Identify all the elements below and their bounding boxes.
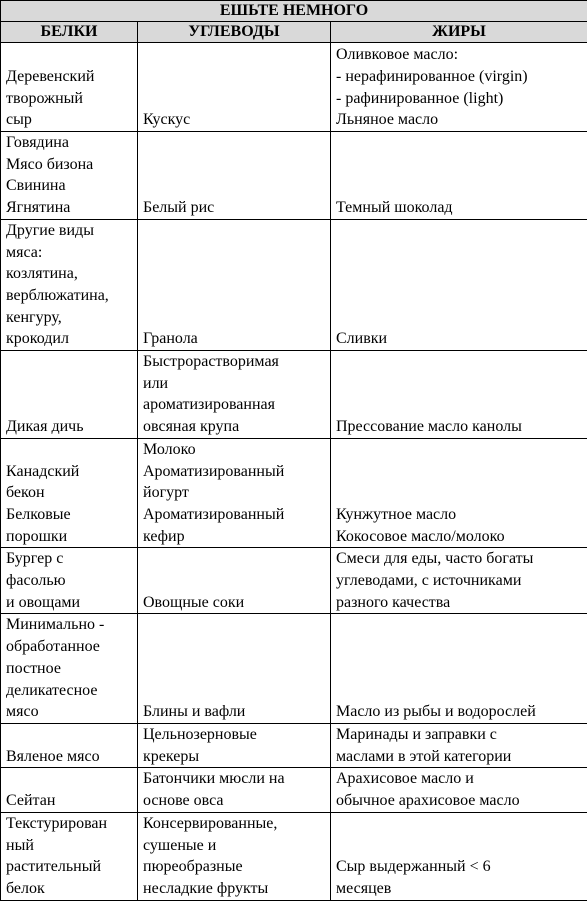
table-row <box>1 768 587 812</box>
cell-line: и овощами <box>6 592 132 614</box>
cell-carbs <box>138 43 331 132</box>
cell-line: Дикая дичь <box>6 416 132 438</box>
cell-line: Ароматизированный <box>143 504 325 526</box>
cell-line: - нерафинированное (virgin) <box>336 66 582 88</box>
cell-line: Блины и вафли <box>143 701 325 723</box>
cell-line: мяса: <box>6 242 132 264</box>
cell-line: Маринады и заправки с <box>336 724 582 746</box>
cell-line: - рафинированное (light) <box>336 88 582 110</box>
cell-line: Деревенский <box>6 66 132 88</box>
cell-line: Минимально - <box>6 614 132 636</box>
cell-fats <box>331 438 587 548</box>
cell-line: постное <box>6 658 132 680</box>
cell-line: мясо <box>6 701 132 723</box>
cell-protein <box>1 768 138 812</box>
cell-line: Канадский <box>6 461 132 483</box>
cell-line: Свинина <box>6 175 132 197</box>
cell-fats <box>331 548 587 614</box>
cell-line: Оливковое масло: <box>336 44 582 66</box>
cell-line: ный <box>6 835 132 857</box>
cell-line: Белковые <box>6 504 132 526</box>
cell-protein <box>1 614 138 724</box>
cell-line: Овощные соки <box>143 592 325 614</box>
cell-line: пюреобразные <box>143 856 325 878</box>
cell-line: Кускус <box>143 109 325 131</box>
cell-protein <box>1 132 138 220</box>
cell-line: углеводами, с источниками <box>336 570 582 592</box>
cell-line: обработанное <box>6 636 132 658</box>
cell-line: Ягнятина <box>6 197 132 219</box>
cell-fats <box>331 614 587 724</box>
cell-line: сушеные и <box>143 835 325 857</box>
cell-line: Мясо бизона <box>6 154 132 176</box>
table-row <box>1 614 587 724</box>
cell-line: обычное арахисовое масло <box>336 790 582 812</box>
cell-line: или <box>143 373 325 395</box>
cell-line: несладкие фрукты <box>143 878 325 900</box>
cell-carbs <box>138 548 331 614</box>
cell-line: фасолью <box>6 570 132 592</box>
header-protein: БЕЛКИ <box>1 22 138 43</box>
cell-line: Гранола <box>143 328 325 350</box>
cell-line: Сыр выдержанный < 6 <box>336 856 582 878</box>
cell-line: Бургер с <box>6 548 132 570</box>
cell-protein <box>1 219 138 350</box>
cell-line: крокодил <box>6 328 132 350</box>
cell-fats <box>331 812 587 900</box>
cell-line: маслами в этой категории <box>336 746 582 768</box>
header-fats: ЖИРЫ <box>331 22 587 43</box>
cell-line: кефир <box>143 526 325 548</box>
cell-carbs <box>138 351 331 439</box>
cell-line: бекон <box>6 482 132 504</box>
cell-line: Прессование масло канолы <box>336 416 582 438</box>
cell-line: основе овса <box>143 790 325 812</box>
header-row <box>1 22 587 43</box>
header-carbs: УГЛЕВОДЫ <box>138 22 331 43</box>
cell-protein <box>1 812 138 900</box>
cell-line: крекеры <box>143 746 325 768</box>
cell-line: Батончики мюсли на <box>143 768 325 790</box>
cell-protein <box>1 438 138 548</box>
cell-line: овсяная крупа <box>143 416 325 438</box>
cell-protein <box>1 351 138 439</box>
title-row <box>1 1 587 22</box>
cell-line: Смеси для еды, часто богаты <box>336 548 582 570</box>
cell-line: Масло из рыбы и водорослей <box>336 701 582 723</box>
cell-carbs <box>138 768 331 812</box>
cell-protein <box>1 723 138 767</box>
cell-line: сыр <box>6 109 132 131</box>
cell-carbs <box>138 219 331 350</box>
cell-line: Кокосовое масло/молоко <box>336 526 582 548</box>
cell-fats <box>331 723 587 767</box>
cell-line: растительный <box>6 856 132 878</box>
cell-line: месяцев <box>336 878 582 900</box>
cell-line: йогурт <box>143 482 325 504</box>
cell-line: Цельнозерновые <box>143 724 325 746</box>
cell-line: Быстрорастворимая <box>143 351 325 373</box>
table-row <box>1 43 587 132</box>
cell-line: Вяленое мясо <box>6 746 132 768</box>
cell-line: Белый рис <box>143 197 325 219</box>
cell-line: верблюжатина, <box>6 285 132 307</box>
cell-line: Консервированные, <box>143 813 325 835</box>
cell-carbs <box>138 812 331 900</box>
cell-line: козлятина, <box>6 263 132 285</box>
table-row <box>1 132 587 220</box>
table-row <box>1 351 587 439</box>
cell-carbs <box>138 614 331 724</box>
cell-line: Темный шоколад <box>336 197 582 219</box>
cell-line: порошки <box>6 526 132 548</box>
cell-fats <box>331 219 587 350</box>
cell-protein <box>1 43 138 132</box>
table-row <box>1 812 587 900</box>
cell-protein <box>1 548 138 614</box>
table-title: ЕШЬТЕ НЕМНОГО <box>1 1 587 22</box>
table-row <box>1 723 587 767</box>
cell-carbs <box>138 438 331 548</box>
cell-fats <box>331 43 587 132</box>
table-body <box>1 43 587 901</box>
cell-line: белок <box>6 878 132 900</box>
cell-line: ароматизированная <box>143 394 325 416</box>
cell-line: Сливки <box>336 328 582 350</box>
cell-line: Кунжутное масло <box>336 504 582 526</box>
cell-line: Молоко <box>143 439 325 461</box>
cell-line: Арахисовое масло и <box>336 768 582 790</box>
cell-fats <box>331 351 587 439</box>
cell-fats <box>331 132 587 220</box>
cell-line: Льняное масло <box>336 109 582 131</box>
cell-line: Текстурирован <box>6 813 132 835</box>
table-row <box>1 438 587 548</box>
cell-line: Другие виды <box>6 220 132 242</box>
table-row <box>1 219 587 350</box>
cell-line: творожный <box>6 88 132 110</box>
cell-line: Говядина <box>6 132 132 154</box>
cell-line: разного качества <box>336 592 582 614</box>
cell-line: Ароматизированный <box>143 461 325 483</box>
cell-fats <box>331 768 587 812</box>
cell-carbs <box>138 723 331 767</box>
cell-line: кенгуру, <box>6 307 132 329</box>
cell-line: деликатесное <box>6 680 132 702</box>
cell-line: Сейтан <box>6 790 132 812</box>
table-row <box>1 548 587 614</box>
cell-carbs <box>138 132 331 220</box>
